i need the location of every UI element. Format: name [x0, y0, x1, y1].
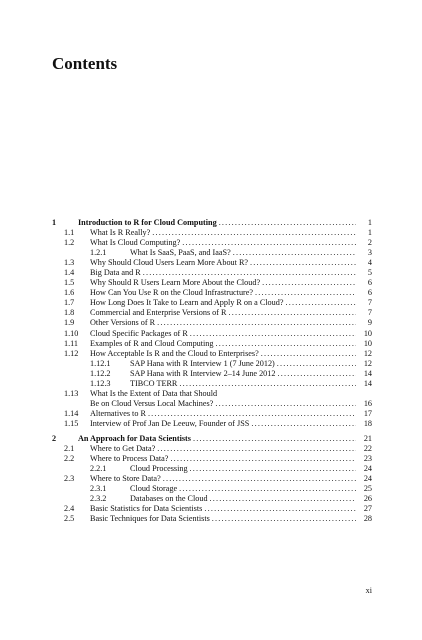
section-page-number: 1	[367, 228, 372, 238]
section-number: 1.4	[64, 268, 75, 278]
toc-section-row[interactable]	[52, 389, 372, 399]
section-title: Big Data and R	[90, 268, 141, 278]
section-title-continuation: Be on Cloud Versus Local Machines?	[90, 398, 214, 408]
section-title: Cloud Specific Packages of R	[90, 328, 188, 338]
section-page-number: 12	[363, 348, 372, 358]
toc-subsection-row[interactable]	[52, 379, 372, 389]
subsection-number: 1.12.3	[90, 378, 111, 388]
section-number: 1.12	[64, 348, 79, 358]
toc-section-row[interactable]	[52, 504, 372, 514]
subsection-title: Cloud Processing	[130, 464, 188, 474]
section-number: 2.2	[64, 454, 75, 464]
section-number: 1.3	[64, 258, 75, 268]
toc-section-row[interactable]	[52, 318, 372, 328]
toc-section-row[interactable]	[52, 409, 372, 419]
toc-subsection-row[interactable]	[52, 359, 372, 369]
subsection-title: Databases on the Cloud	[130, 494, 208, 504]
subsection-number: 2.3.1	[90, 484, 107, 494]
section-number: 2.1	[64, 444, 75, 454]
leader-dots	[255, 288, 356, 298]
section-title: Basic Statistics for Data Scientists	[90, 504, 203, 514]
leader-dots	[277, 369, 356, 379]
section-number: 1.8	[64, 308, 75, 318]
subsection-page-number: 14	[363, 378, 372, 388]
section-page-number: 23	[363, 454, 372, 464]
leader-dots	[229, 308, 356, 318]
leader-dots	[190, 464, 356, 474]
toc-subsection-row[interactable]	[52, 369, 372, 379]
subsection-title: What Is SaaS, PaaS, and IaaS?	[130, 248, 231, 258]
leader-dots	[182, 238, 356, 248]
chapter-page-number: 1	[367, 218, 372, 227]
toc-section-row[interactable]	[52, 258, 372, 268]
section-title: Why Should R Users Learn More About the Cloud?	[90, 278, 261, 288]
toc-subsection-row[interactable]	[52, 464, 372, 474]
section-number: 1.1	[64, 228, 75, 238]
section-number: 1.14	[64, 408, 79, 418]
leader-dots	[193, 434, 356, 444]
toc-section-row[interactable]	[52, 278, 372, 288]
leader-dots	[212, 514, 356, 524]
section-page-number: 4	[367, 258, 372, 268]
toc-section-row[interactable]	[52, 268, 372, 278]
section-page-number: 18	[363, 418, 372, 428]
section-page-number: 7	[367, 298, 372, 308]
section-number: 1.2	[64, 238, 75, 248]
section-page-number: 28	[363, 514, 372, 524]
toc-section-row[interactable]	[52, 228, 372, 238]
section-title: What Is Cloud Computing?	[90, 238, 181, 248]
leader-dots	[148, 409, 356, 419]
section-title: What Is R Really?	[90, 228, 151, 238]
leader-dots	[285, 298, 356, 308]
page-number: xi	[365, 586, 372, 595]
section-page-number: 6	[367, 278, 372, 288]
section-page-number: 6	[367, 288, 372, 298]
subsection-page-number: 24	[363, 464, 372, 474]
leader-dots	[143, 268, 356, 278]
toc-section-row[interactable]	[52, 419, 372, 429]
leader-dots	[204, 504, 356, 514]
leader-dots	[190, 329, 356, 339]
section-title: Commercial and Enterprise Versions of R	[90, 308, 227, 318]
leader-dots	[251, 419, 356, 429]
leader-dots	[277, 359, 356, 369]
section-number: 2.5	[64, 514, 75, 524]
section-number: 1.10	[64, 328, 79, 338]
toc-section-row[interactable]	[52, 339, 372, 349]
subsection-number: 1.12.2	[90, 368, 111, 378]
section-title: Examples of R and Cloud Computing	[90, 338, 214, 348]
section-title: Where to Process Data?	[90, 454, 169, 464]
subsection-title: SAP Hana with R Interview 1 (7 June 2012)	[130, 358, 275, 368]
section-page-number: 9	[367, 318, 372, 328]
chapter-number: 1	[52, 218, 57, 227]
section-number: 2.4	[64, 504, 75, 514]
toc-subsection-row[interactable]	[52, 248, 372, 258]
section-title: Other Versions of R	[90, 318, 156, 328]
subsection-title: SAP Hana with R Interview 2–14 June 2012	[130, 368, 276, 378]
toc-section-row[interactable]	[52, 454, 372, 464]
chapter-title: Introduction to R for Cloud Computing	[78, 218, 217, 227]
section-page-number: 10	[363, 328, 372, 338]
section-number: 1.13	[64, 388, 79, 398]
leader-dots	[163, 474, 356, 484]
leader-dots	[262, 278, 356, 288]
toc-section-row[interactable]	[52, 474, 372, 484]
section-page-number: 22	[363, 444, 372, 454]
leader-dots	[261, 349, 356, 359]
section-number: 1.7	[64, 298, 75, 308]
leader-dots	[157, 318, 356, 328]
subsection-number: 2.3.2	[90, 494, 107, 504]
section-page-number: 27	[363, 504, 372, 514]
section-title: Interview of Prof Jan De Leeuw, Founder of JSS	[90, 418, 250, 428]
leader-dots	[157, 444, 356, 454]
section-page-number: 16	[363, 398, 372, 408]
contents-heading: Contents	[52, 54, 118, 73]
section-page-number: 7	[367, 308, 372, 318]
leader-dots	[219, 218, 356, 228]
section-page-number: 10	[363, 338, 372, 348]
leader-dots	[233, 248, 356, 258]
toc-section-row[interactable]	[52, 329, 372, 339]
toc-section-row[interactable]	[52, 444, 372, 454]
section-number: 1.11	[64, 338, 79, 348]
toc-subsection-row[interactable]	[52, 494, 372, 504]
leader-dots	[250, 258, 356, 268]
subsection-title: TIBCO TERR	[130, 378, 178, 388]
section-page-number: 17	[363, 408, 372, 418]
subsection-page-number: 12	[363, 358, 372, 368]
leader-dots	[179, 484, 356, 494]
toc-section-row[interactable]	[52, 288, 372, 298]
section-page-number: 2	[367, 238, 372, 248]
leader-dots	[216, 339, 357, 349]
table-of-contents	[52, 218, 372, 524]
toc-section-row[interactable]	[52, 349, 372, 359]
leader-dots	[152, 228, 356, 238]
subsection-page-number: 25	[363, 484, 372, 494]
toc-section-row[interactable]	[52, 298, 372, 308]
leader-dots	[179, 379, 356, 389]
section-title: What Is the Extent of Data that Should	[90, 388, 218, 398]
leader-dots	[215, 399, 356, 409]
toc-chapter-row[interactable]	[52, 218, 372, 228]
section-title: How Acceptable Is R and the Cloud to Enterprises?	[90, 348, 259, 358]
section-number: 1.15	[64, 418, 79, 428]
section-title: Where to Store Data?	[90, 474, 161, 484]
section-number: 1.9	[64, 318, 75, 328]
section-title: Basic Techniques for Data Scientists	[90, 514, 210, 524]
section-title: How Long Does It Take to Learn and Apply R on a Cloud?	[90, 298, 284, 308]
section-title: How Can You Use R on the Cloud Infrastructure?	[90, 288, 254, 298]
subsection-page-number: 3	[367, 248, 372, 258]
section-number: 1.6	[64, 288, 75, 298]
section-title: Alternatives to R	[90, 408, 146, 418]
subsection-page-number: 26	[363, 494, 372, 504]
chapter-number: 2	[52, 433, 57, 443]
toc-section-row[interactable]	[52, 238, 372, 248]
chapter-title: An Approach for Data Scientists	[78, 433, 191, 443]
subsection-page-number: 14	[363, 368, 372, 378]
section-title: Why Should Cloud Users Learn More About R?	[90, 258, 249, 268]
section-title: Where to Get Data?	[90, 444, 156, 454]
subsection-title: Cloud Storage	[130, 484, 178, 494]
chapter-page-number: 21	[363, 433, 372, 443]
leader-dots	[170, 454, 356, 464]
toc-section-row[interactable]	[52, 308, 372, 318]
section-page-number: 5	[367, 268, 372, 278]
subsection-number: 2.2.1	[90, 464, 107, 474]
toc-section-row[interactable]	[52, 514, 372, 524]
section-number: 1.5	[64, 278, 75, 288]
subsection-number: 1.2.1	[90, 248, 107, 258]
section-page-number: 24	[363, 474, 372, 484]
leader-dots	[210, 494, 356, 504]
section-number: 2.3	[64, 474, 75, 484]
toc-chapter-row[interactable]	[52, 434, 372, 444]
toc-subsection-row[interactable]	[52, 484, 372, 494]
toc-section-continuation-row[interactable]	[52, 399, 372, 409]
subsection-number: 1.12.1	[90, 358, 111, 368]
